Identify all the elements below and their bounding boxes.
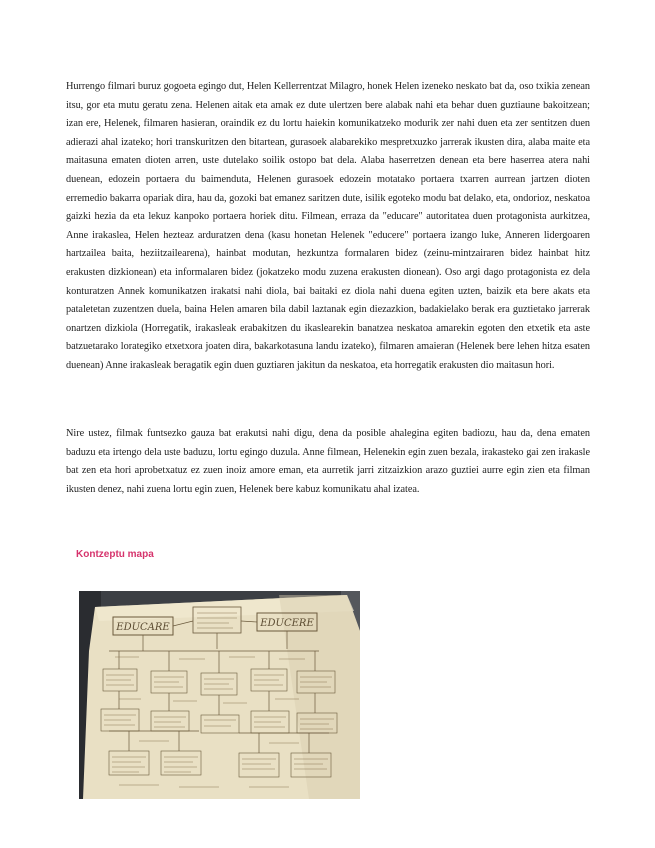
section-title: Kontzeptu mapa [76,549,154,560]
body-paragraph-2: Nire ustez, filmak funtsezko gauza bat erakutsi nahi digu, dena da posible ahalegina egiten badiozu, hau da, dena ematen baduzu eta irtengo dela uste baduzu, lortu egingo duzula. Anne filmean, Helenekin egin zuen bezala, irakasteko gai zen irakasle bat zen eta hori aprobetxatuz ez zuen inoiz amore eman, eta aurretik jarri zitzaizkion arazo guztiei aurre egin zien eta filman ikusten denez, nahi zuena lortu egin zuen, Helenek bere kabuz komunikatu ahal izatea. [66,428,590,495]
concept-map-photo [79,591,360,799]
body-paragraph-1: Hurrengo filmari buruz gogoeta egingo dut, Helen Kellerrentzat Milagro, honek Helen izeneko neskato bat da, oso txikia zenean itsu, gor eta mutu geratu zena. Helenen aitak eta amak ez dute ulertzen bere alabak nahi eta behar duen guztiaune bakoitzean; izan ere, Helenek, filmaren hasieran, oraindik ez du lortu haiekin komunikatzeko modurik zer nahi duen eta zer sentitzen duen adierazi ahal izateko; hori transkuritzen den bitartean, gurasoek alabarekiko mespretxuzko jarrerak ikusten dira, alaba maite eta maitasuna ematen dioten arren, uste dutelako soilik ostopo bat dela. Alaba haserretzen denean eta bere haserrea atera nahi duenean, edozein portaera du baimenduta, Helenen gurasoek edozein motatako portaera txarren aurrean jartzen dioten erremedio bakarra opariak dira, hau da, gozoki bat emanez saritzen dute, isilik egoteko modu bat delako, eta, ondorioz, neskatoa gaizki hezia da eta lekuz kanpoko portaera horiek ditu. Filmean, erraza da "educare" autoritatea duen protagonista aurkitzea, Anne irakaslea, Helen hezteaz arduratzen dena (kasu honetan Helenek "educere" portaera izango luke, Anneren lidergoaren hartzailea baita, heziitzailearena), hainbat modutan, hezkuntza formalaren bidez (zeinu-mintzairaren bidez hainbat hitz erakusten dizkionean) eta informalaren bidez (jokatzeko modu zuzena erakusten dionean). Oso argi dago protagonista ez dela konturatzen Annek komunikatzen irakatsi nahi diola, bai baitaki ez diola nahi duena egiten uzten, baizik eta bere akats eta pataletetan zuzentzen duela, baina Helen amaren bila dabil laztanak egin diezazkion, badakielako berak era guztietako jarrerak onartzen dizkiola (Horregatik, irakasleak erabakitzen du ikaslearekin banatzea neskatoa amarekin egoten den etxetik eta aste batzuetarako lorategiko etxetxora joaten dira, bakarkotasuna landu izateko), filmaren amaieran (Helenek bere lehen hitza esaten duenean) Anne irakasleak beragatik egin duen guztiaren jakitun da neskatoa, eta horregatik erakusten dio maitasun hori. [66,81,590,371]
concept-map-image [79,591,360,799]
photo-title-right: EDUCERE [260,618,314,629]
photo-title-left: EDUCARE [116,622,170,633]
